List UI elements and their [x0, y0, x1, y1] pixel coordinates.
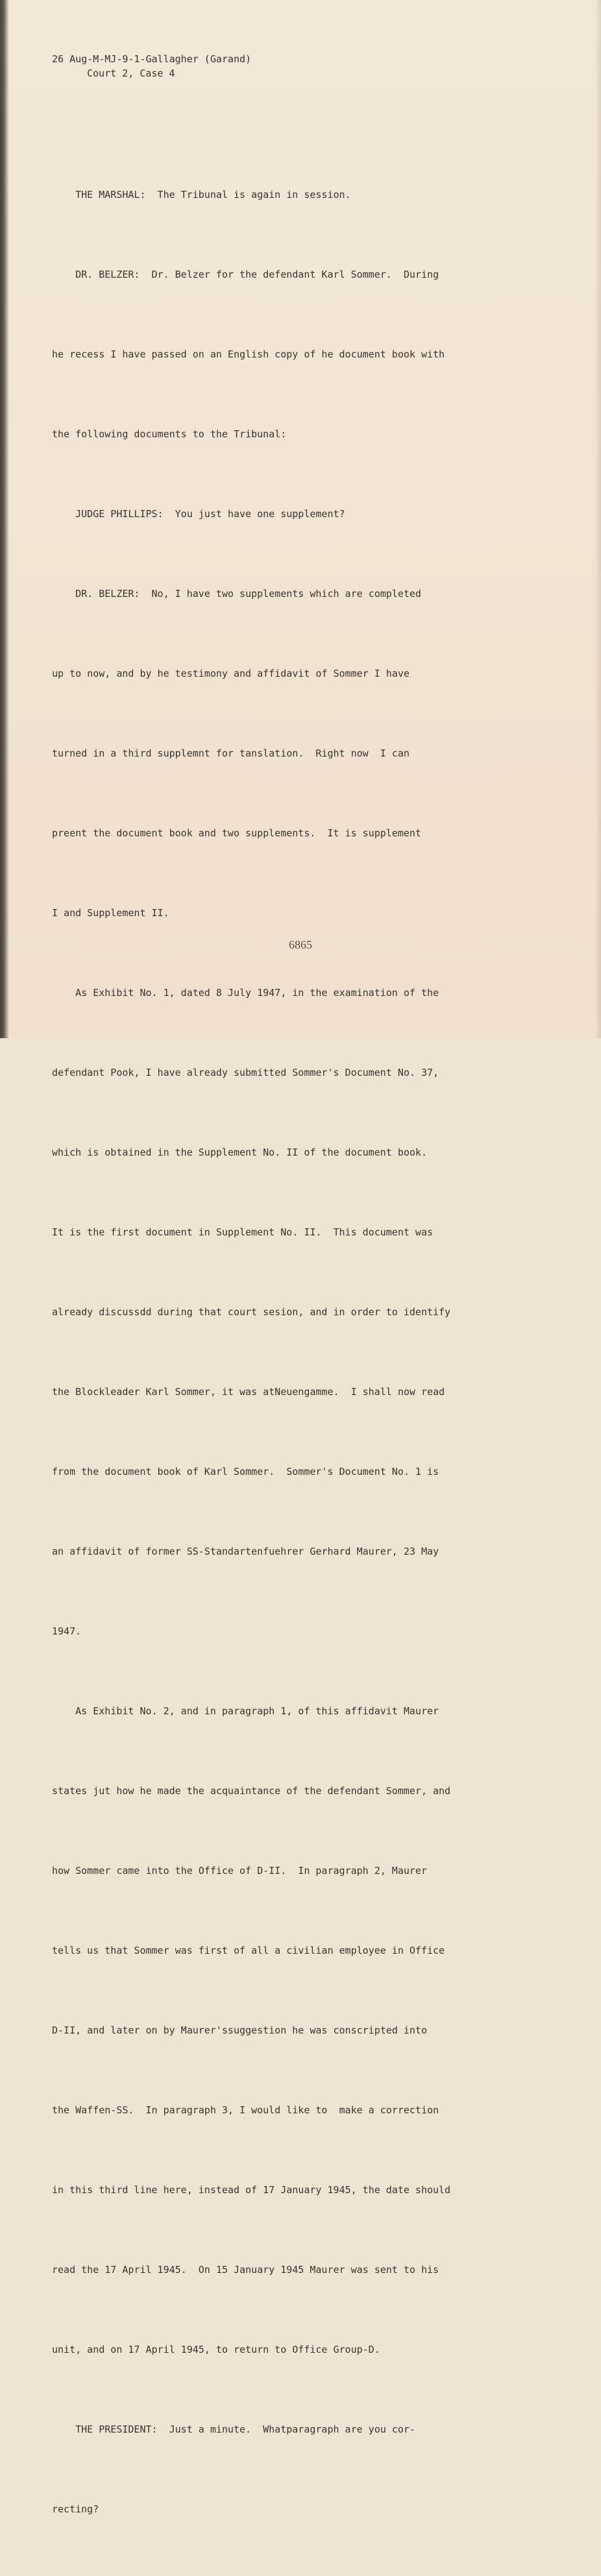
transcript-line: the Waffen-SS. In paragraph 3, I would like to make a correction — [52, 2104, 439, 2116]
transcript-line: I and Supplement II. — [52, 907, 169, 919]
transcript-line: which is obtained in the Supplement No. II of the document book. — [52, 1147, 427, 1158]
transcript-line: recting? — [52, 2503, 99, 2515]
transcript-line: up to now, and by he testimony and affidavit of Sommer I have — [52, 668, 410, 679]
transcript-line: DR. BELZER: Dr. Belzer for the defendant Karl Sommer. During — [52, 269, 439, 280]
transcript-line: 1947. — [52, 1625, 82, 1637]
transcript-line: THE PRESIDENT: Just a minute. Whatparagraph are you cor- — [52, 2424, 415, 2435]
transcript-line: states jut how he made the acquaintance of the defendant Sommer, and — [52, 1785, 451, 1797]
transcript-line: read the 17 April 1945. On 15 January 1945 Maurer was sent to his — [52, 2264, 439, 2276]
transcript-line: JUDGE PHILLIPS: You just have one supplement? — [52, 508, 345, 520]
transcript-line: turned in a third supplemnt for tanslation. Right now I can — [52, 747, 410, 759]
transcript-line: D-II, and later on by Maurer'ssuggestion he was conscripted into — [52, 2024, 427, 2036]
transcript-line: As Exhibit No. 1, dated 8 July 1947, in the examination of the — [52, 987, 439, 999]
transcript-line: he recess I have passed on an English copy of he document book with — [52, 348, 445, 360]
transcript-line: defendant Pook, I have already submitted Sommer's Document No. 37, — [52, 1067, 439, 1078]
transcript-line: an affidavit of former SS-Standartenfuehrer Gerhard Maurer, 23 May — [52, 1546, 439, 1557]
transcript-line: preent the document book and two supplements. It is supplement — [52, 827, 421, 839]
transcript-line: THE MARSHAL: The Tribunal is again in session. — [52, 189, 351, 200]
page-number: 6865 — [289, 938, 312, 951]
transcript-line: It is the first document in Supplement No. II. This document was — [52, 1226, 433, 1238]
transcript-line: As Exhibit No. 2, and in paragraph 1, of this affidavit Maurer — [52, 1705, 439, 1717]
transcript-line: DR. BELZER: No, I have two supplements which are completed — [52, 588, 421, 600]
transcript-line: the following documents to the Tribunal: — [52, 428, 287, 440]
transcript-line: from the document book of Karl Sommer. Sommer's Document No. 1 is — [52, 1466, 439, 1477]
transcript-line: unit, and on 17 April 1945, to return to Office Group-D. — [52, 2344, 380, 2355]
document-header — [52, 52, 251, 80]
header-case-reference: 26 Aug-M-MJ-9-1-Gallagher (Garand) — [52, 53, 252, 65]
transcript-line: how Sommer came into the Office of D-II. In paragraph 2, Maurer — [52, 1865, 427, 1877]
transcript-line: the Blockleader Karl Sommer, it was atNeuengamme. I shall now read — [52, 1386, 445, 1398]
transcript-line: tells us that Sommer was first of all a civilian employee in Office — [52, 1945, 445, 1956]
transcript-body — [52, 128, 519, 2576]
transcript-line: already discussdd during that court sesion, and in order to identify — [52, 1306, 451, 1318]
transcript-line: in this third line here, instead of 17 January 1945, the date should — [52, 2184, 451, 2196]
header-court-case: Court 2, Case 4 — [87, 67, 175, 79]
